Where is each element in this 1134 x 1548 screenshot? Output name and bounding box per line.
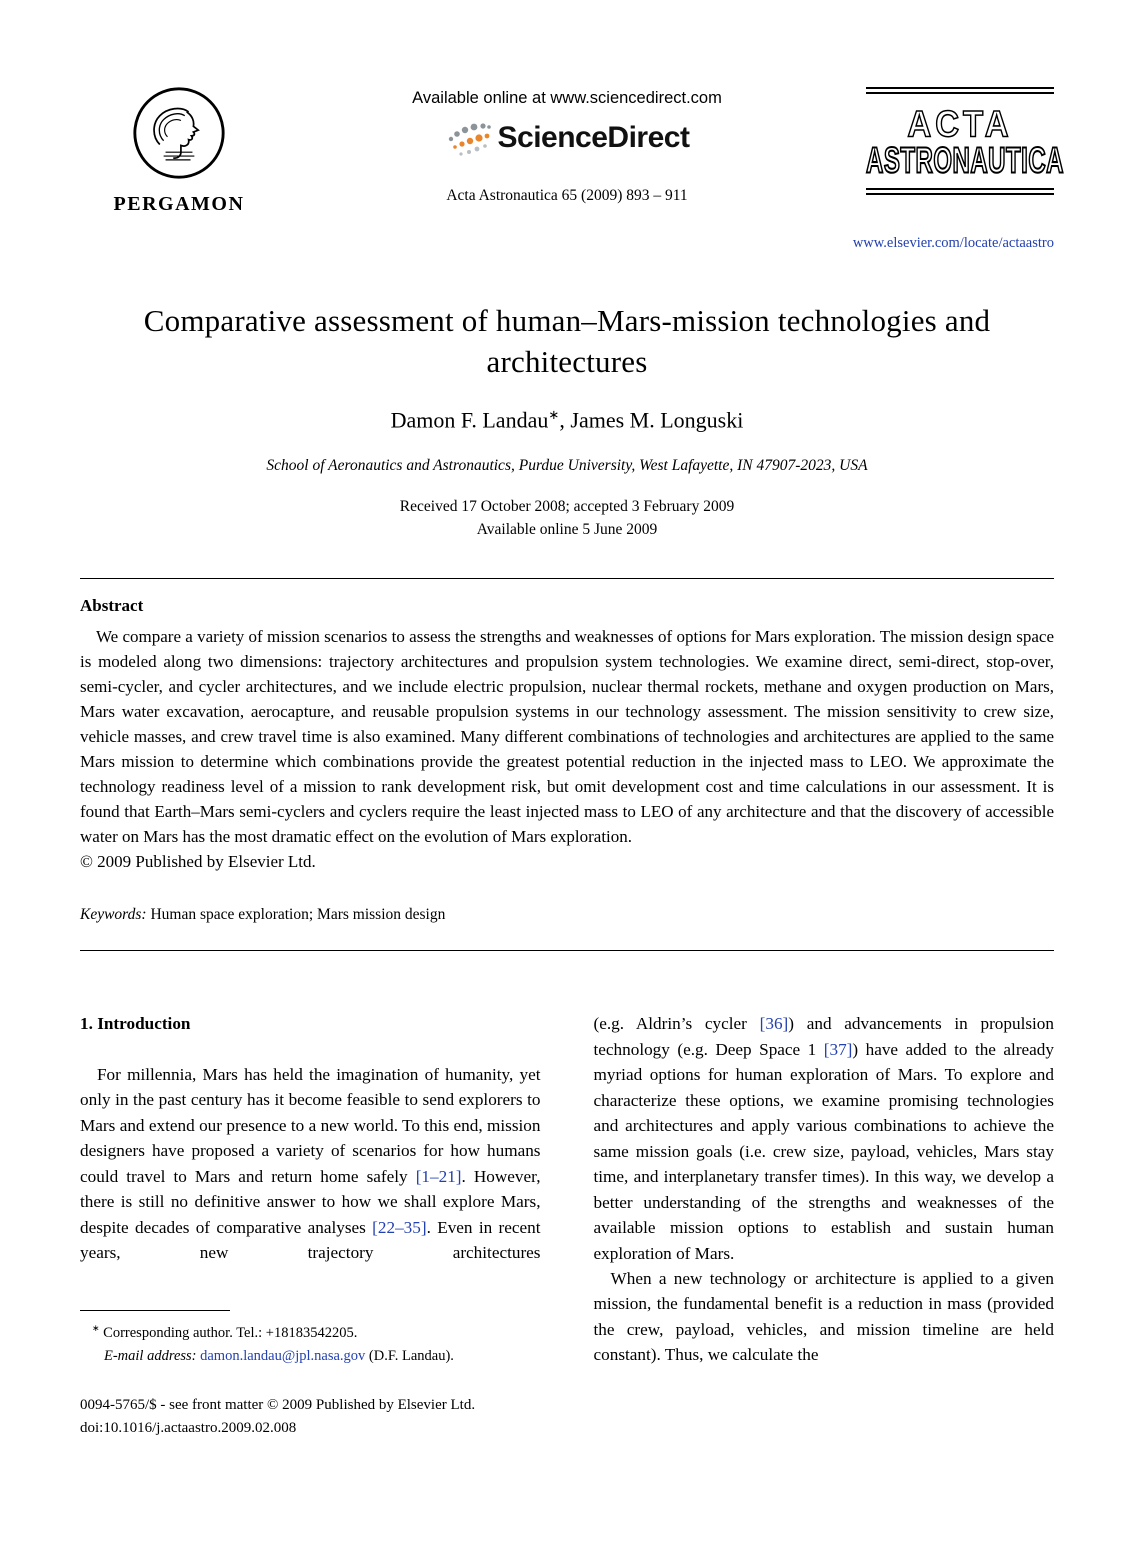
journal-url-link[interactable]: www.elsevier.com/locate/actaastro [852, 235, 1054, 251]
paragraph-text: ) have added to the already myriad options for human exploration of Mars. To explore and characterize these options, we examine promising technologies and architectures and apply various combinations to achieve the same mission goals (i.e. crew size, payload, vehicles, Mars stay time, and interplanetary transfer times). In this way, we develop a better understanding of the strengths and weaknesses of the available mission options to establish and sustain human exploration of Mars. [593, 1039, 1054, 1263]
citation-link-1-21[interactable]: [1–21] [415, 1166, 462, 1186]
issn-line: 0094-5765/$ - see front matter © 2009 Published by Elsevier Ltd. [80, 1396, 476, 1413]
left-column [80, 1011, 541, 1367]
sciencedirect-wordmark: ScienceDirect [497, 121, 690, 154]
two-column-body [80, 1011, 1054, 1367]
acta-astronautica-logo [866, 87, 1064, 195]
right-column [594, 1011, 1055, 1367]
doi-line: doi:10.1016/j.actaastro.2009.02.008 [80, 1420, 297, 1437]
article-dates [80, 495, 1054, 542]
pergamon-emblem-icon [131, 85, 227, 181]
sciencedirect-logo[interactable] [307, 117, 827, 159]
available-online-text: Available online at www.sciencedirect.com [412, 89, 722, 107]
citation-link-36[interactable]: [36] [759, 1014, 789, 1034]
paragraph-text: ) and advancements in propulsion technology (e.g. Deep Space 1 [593, 1014, 1054, 1059]
citation-link-22-35[interactable]: [22–35] [372, 1217, 427, 1237]
affiliation: School of Aeronautics and Astronautics, Purdue University, West Lafayette, IN 47907-2023, USA [266, 457, 868, 475]
header-center [307, 89, 827, 205]
paragraph-text: For millennia, Mars has held the imagination of humanity, yet only in the past century has it become feasible to send explorers to Mars and extend our presence to a new world. To this end, mission designers have proposed a variety of scenarios for how humans could travel to Mars and return home safely [80, 1064, 541, 1186]
publisher-name: PERGAMON [113, 193, 245, 215]
paragraph-text: (e.g. Aldrin’s cycler [593, 1014, 760, 1034]
email-link[interactable]: damon.landau@jpl.nasa.gov [200, 1347, 366, 1364]
footnote-corresponding [80, 1321, 541, 1345]
corresponding-author-marker: ∗ [548, 406, 560, 422]
copyright-line: © 2009 Published by Elsevier Ltd. [80, 851, 316, 871]
journal-citation: Acta Astronautica 65 (2009) 893 – 911 [446, 187, 688, 204]
footnote-rule [80, 1310, 230, 1311]
keywords-text: Human space exploration; Mars mission design [146, 906, 446, 924]
abstract-section [80, 596, 1054, 925]
sciencedirect-dots-icon [445, 117, 491, 159]
pergamon-logo [84, 85, 274, 216]
paragraph-text: . Even in recent years, new trajectory architectures [80, 1217, 541, 1263]
acta-logo-line1: ACTA [907, 102, 1013, 145]
double-rule-top [866, 87, 1054, 94]
journal-header [80, 85, 1064, 263]
article-title: Comparative assessment of human–Mars-mission technologies and architectures [143, 303, 991, 379]
authors-line [80, 407, 1054, 433]
footnote-text: Corresponding author. Tel.: +18183542205. [99, 1324, 358, 1341]
citation-link-37[interactable]: [37] [823, 1039, 853, 1059]
keywords-line [80, 906, 1054, 924]
page-footer [80, 1394, 1054, 1441]
received-line: Received 17 October 2008; accepted 3 February 2009 [399, 498, 735, 516]
rule-above-abstract [80, 578, 1054, 579]
footnote-block [80, 1292, 541, 1368]
author-2: , James M. Longuski [559, 407, 744, 433]
section-heading-introduction: 1. Introduction [80, 1014, 191, 1034]
paragraph-text: . However, there is still no definitive answer to how we shall explore Mars, despite decades of comparative analyses [80, 1166, 541, 1237]
intro-paragraph-1 [80, 1062, 541, 1266]
acta-logo-line2: ASTRONAUTICA [866, 141, 1064, 182]
footnote-marker: ∗ [92, 1322, 100, 1333]
rule-below-keywords [80, 950, 1054, 951]
intro-paragraph-2 [594, 1011, 1055, 1266]
email-label: E-mail address: [104, 1347, 197, 1364]
abstract-body: We compare a variety of mission scenarios to assess the strengths and weaknesses of options for Mars exploration. The mission design space is modeled along two dimensions: trajectory architectures and propulsion system technologies. We examine direct, semi-direct, stop-over, semi-cycler, and cycler architectures, and we include electric propulsion, nuclear thermal rockets, methane and oxygen production on Mars, Mars water excavation, aerocapture, and reusable propulsion systems in our technology assessment. The mission sensitivity to crew size, vehicle masses, and crew travel time is also examined. Many different combinations of technologies and architectures are applied to the same Mars mission to determine which combinations provide the greatest potential reduction in the injected mass to LEO. We approximate the technology readiness level of a mission to rank development risk, but omit development cost and time calculations in our assessment. It is found that Earth–Mars semi-cyclers and cyclers require the least injected mass to LEO of any architecture and that the discovery of accessible water on Mars has the most dramatic effect on the evolution of Mars exploration. [80, 626, 1054, 846]
double-rule-bottom [866, 188, 1054, 195]
keywords-label: Keywords: [80, 906, 147, 924]
footnote-text: (D.F. Landau). [365, 1347, 454, 1364]
abstract-heading: Abstract [80, 595, 144, 615]
footnote-email [80, 1345, 541, 1368]
author-1: Damon F. Landau [390, 407, 549, 433]
intro-paragraph-3: When a new technology or architecture is applied to a given mission, the fundamental benefit is a reduction in mass (provided the crew, payload, vehicles, and mission timeline are held constant). Thus, we calculate the [593, 1269, 1054, 1365]
available-online-line: Available online 5 June 2009 [476, 521, 658, 539]
